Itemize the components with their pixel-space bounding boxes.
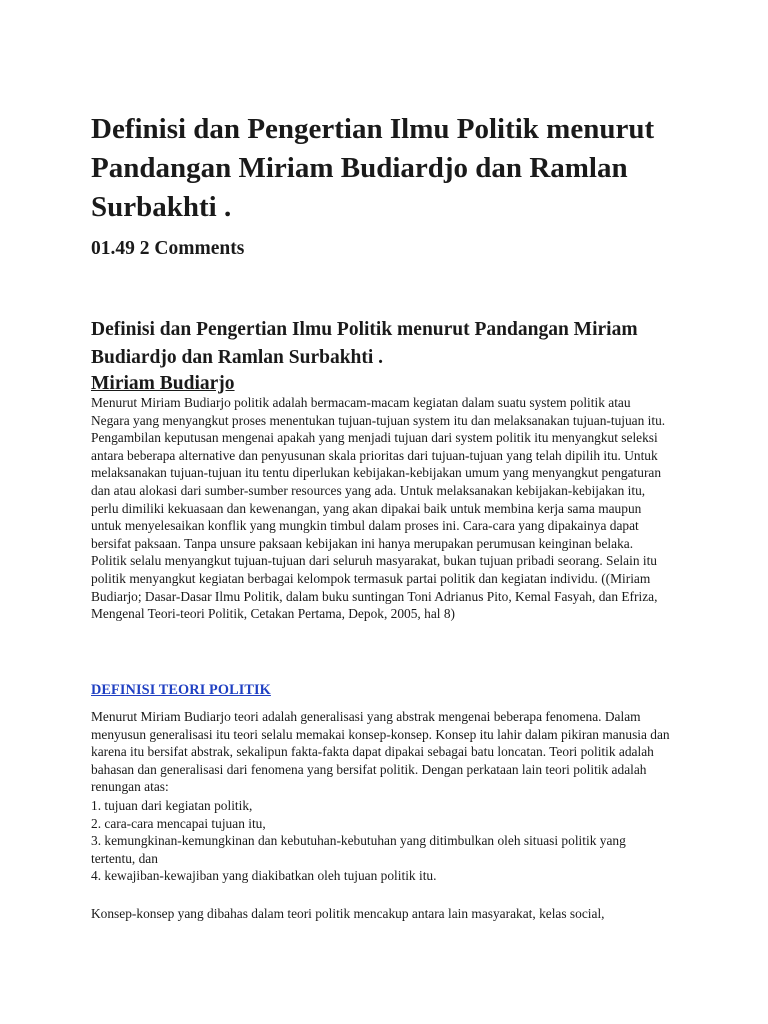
list-item: 4. kewajiban-kewajiban yang diakibatkan oleh tujuan politik itu.: [91, 868, 437, 884]
section-title: Definisi dan Pengertian Ilmu Politik menurut Pandangan Miriam Budiardjo dan Ramlan Surbakhti .: [91, 319, 638, 368]
list-item: 1. tujuan dari kegiatan politik,: [91, 798, 253, 813]
definisi-teori-politik-link[interactable]: DEFINISI TEORI POLITIK: [91, 682, 271, 698]
paragraph-politik: Menurut Miriam Budiarjo politik adalah bermacam-macam kegiatan dalam suatu system politik atau Negara yang menyangkut proses menentukan tujuan-tujuan system itu dan melaksanakan tujuan-tujuan itu. Pengambilan keputusan mengenai apakah yang menjadi tujuan dari system politik itu menyangkut seleksi antara beberapa alternative dan penyusunan skala prioritas dari tujuan-tujuan yang telah dipilih itu. Untuk melaksanakan tujuan-tujuan itu tentu diperlukan kebijakan-kebijakan umum yang menyangkut pengaturan dan atau alokasi dari sumber-sumber resources yang ada. Untuk melaksanakan kebijakan-kebijakan itu, perlu dimiliki kekuasaan dan kewenangan, yang akan dipakai baik untuk membina kerja sama maupun untuk menyelesaikan konflik yang mungkin timbul dalam proses ini. Cara-cara yang dipakainya dapat bersifat paksaan. Tanpa unsure paksaan kebijakan ini hanya merupakan perumusan keinginan belaka. Politik selalu menyangkut tujuan-tujuan dari seluruh masyarakat, bukan tujuan pribadi seorang. Selain itu politik menyangkut kegiatan berbagai kelompok termasuk partai politik dan kegiatan individu. ((Miriam Budiarjo; Dasar-Dasar Ilmu Politik, dalam buku suntingan Toni Adrianus Pito, Kemal Fasyah, dan Efriza, Mengenal Teori-teori Politik, Cetakan Pertama, Depok, 2005, hal 8): [91, 395, 666, 622]
author-heading: Miriam Budiarjo: [91, 373, 235, 394]
page-title: Definisi dan Pengertian Ilmu Politik menurut Pandangan Miriam Budiardjo dan Ramlan Surbakhti .: [91, 113, 655, 223]
post-meta: 01.49 2 Comments: [91, 238, 245, 259]
renungan-list: [91, 797, 671, 885]
list-item: 2. cara-cara mencapai tujuan itu,: [91, 815, 266, 831]
list-item: 3. kemungkinan-kemungkinan dan kebutuhan-kebutuhan yang ditimbulkan oleh situasi politik yang tertentu, dan: [91, 833, 626, 866]
paragraph-teori: Menurut Miriam Budiarjo teori adalah generalisasi yang abstrak mengenai beberapa fenomena. Dalam menyusun generalisasi itu teori selalu memakai konsep-konsep. Konsep itu lahir dalam pikiran manusia dan karena itu bersifat abstrak, sekalipun fakta-fakta dapat dipakai sebagai batu loncatan. Teori politik adalah bahasan dan generalisasi dari fenomena yang bersifat politik. Dengan perkataan lain teori politik adalah renungan atas:: [91, 709, 670, 795]
paragraph-konsep: Konsep-konsep yang dibahas dalam teori politik mencakup antara lain masyarakat, kelas social,: [91, 906, 605, 921]
